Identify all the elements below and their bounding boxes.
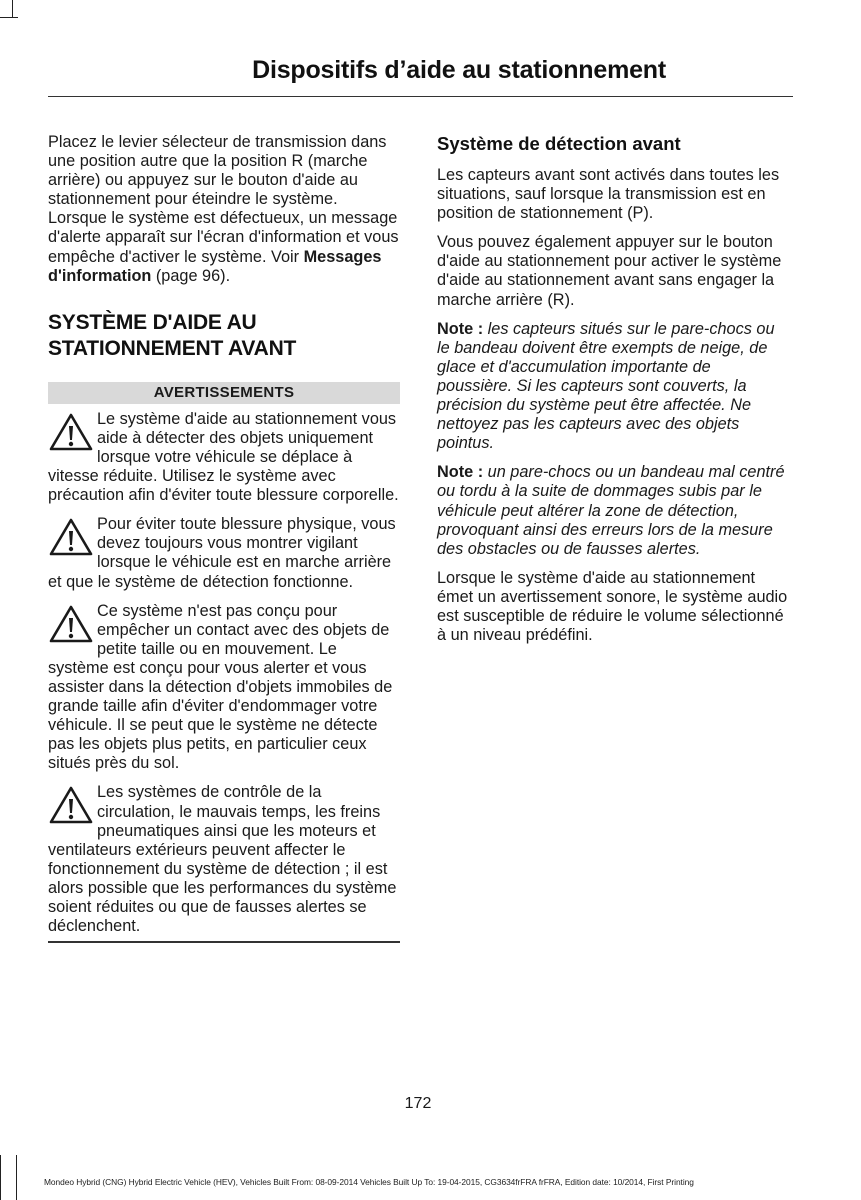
note-paragraph: [437, 320, 789, 454]
warning-text: Le système d'aide au stationnement vous aide à détecter des objets uniquement lorsque votre véhicule se déplace à vitesse réduite. Utilisez le système avec précaution afin d'éviter toute blessure corporelle.: [48, 409, 399, 505]
warning-triangle-icon: [48, 517, 94, 557]
intro-paragraph: [48, 133, 400, 286]
warning-triangle-icon: [48, 412, 94, 452]
body-paragraph: Lorsque le système d'aide au stationnement émet un avertissement sonore, le système audio est susceptible de réduire le volume sélectionné à un niveau prédéfini.: [437, 568, 788, 645]
intro-page-ref: (page 96).: [151, 266, 231, 285]
title-divider: [48, 96, 793, 97]
left-column: [48, 133, 400, 943]
right-column: [437, 133, 789, 655]
crop-mark: [12, 0, 13, 18]
warning-text: Pour éviter toute blessure physique, vous devez toujours vous montrer vigilant lorsque le véhicule est en marche arrière et que le système de détection fonctionne.: [48, 515, 396, 591]
warning-item: [48, 410, 400, 505]
intro-text: Placez le levier sélecteur de transmission dans une position autre que la position R (marche arrière) ou appuyez sur le bouton d'aide au stationnement pour éteindre le système. Lorsque le système est défectueux, un message d'alerte apparaît sur l'écran d'information et vous empêche d'activer le système. Voir: [48, 133, 399, 266]
body-paragraph: Vous pouvez également appuyer sur le bouton d'aide au stationnement pour activer le système d'aide au stationnement avant sans engager la marche arrière (R).: [437, 233, 782, 309]
note-paragraph: [437, 463, 789, 558]
warnings-header: AVERTISSEMENTS: [48, 382, 400, 404]
crop-mark: [16, 1155, 17, 1200]
warning-triangle-icon: [48, 785, 94, 825]
warnings-end-divider: [48, 941, 400, 943]
warning-item: [48, 602, 400, 774]
footer-text: Mondeo Hybrid (CNG) Hybrid Electric Vehicle (HEV), Vehicles Built From: 08-09-2014 Vehicles Built Up To: 19-04-2015, CG3634frFRA frFRA, Edition date: 10/2014, First Printing: [44, 1177, 694, 1187]
crop-mark: [0, 17, 18, 18]
page-number: 172: [404, 1095, 432, 1112]
note-text: les capteurs situés sur le pare-chocs ou le bandeau doivent être exempts de neige, de glace et d'accumulation importante de poussière. Si les capteurs sont couverts, la précision du système peut être affectée. Ne nettoyez pas les capteurs avec des objets pointus.: [437, 319, 775, 453]
warning-item: [48, 515, 400, 591]
note-text: un pare-chocs ou un bandeau mal centré ou tordu à la suite de dommages subis par le véhicule peut altérer la zone de détection, provoquant ainsi des erreurs lors de la mesure des obstacles ou de fausses alertes.: [437, 463, 785, 558]
note-label: Note :: [437, 319, 484, 338]
warning-text: Les systèmes de contrôle de la circulation, le mauvais temps, les freins pneumatiques ainsi que les moteurs et ventilateurs extérieurs peuvent affecter le fonctionnement du système de détection ; il est alors possible que les performances du système soient réduites ou que de fausses alertes se déclenchent.: [48, 783, 397, 936]
crop-mark: [0, 1155, 1, 1200]
note-label: Note :: [437, 463, 484, 482]
section-heading: SYSTÈME D'AIDE AU STATIONNEMENT AVANT: [48, 310, 297, 360]
warning-triangle-icon: [48, 604, 94, 644]
sub-heading: Système de détection avant: [437, 133, 681, 154]
page-title: Dispositifs d’aide au stationnement: [252, 56, 666, 84]
warning-item: [48, 783, 400, 936]
warning-text: Ce système n'est pas conçu pour empêcher un contact avec des objets de petite taille ou en mouvement. Le système est conçu pour vous alerter et vous assister dans la détection d'objets immobiles de grande taille afin d'éviter d'endommager votre véhicule. Il se peut que le système ne détecte pas les objets plus petits, en particulier ceux situés près du sol.: [48, 601, 393, 773]
cross-reference-link[interactable]: Messages d'information: [48, 247, 382, 285]
body-paragraph: Les capteurs avant sont activés dans toutes les situations, sauf lorsque la transmission est en position de stationnement (P).: [437, 166, 780, 223]
